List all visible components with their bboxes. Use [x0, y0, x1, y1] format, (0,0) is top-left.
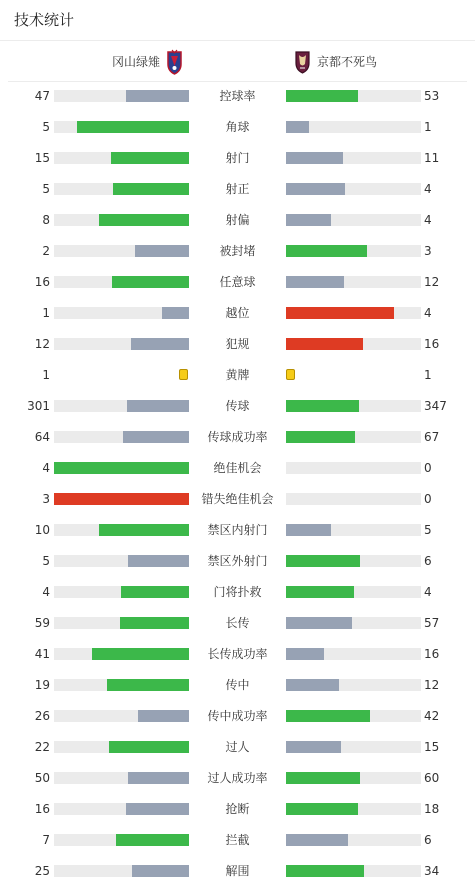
home-stat-value: 3 [42, 492, 50, 506]
away-stat-value: 347 [424, 399, 447, 413]
stat-label: 门将扑救 [213, 585, 262, 599]
yellow-card-icon [179, 369, 188, 380]
away-bar-track [286, 586, 421, 598]
away-bar-track [286, 679, 421, 691]
home-bar-fill [77, 121, 189, 133]
stat-label: 传球 [225, 399, 250, 413]
home-stat-value: 301 [27, 399, 50, 413]
away-bar-track [286, 834, 421, 846]
home-bar-fill [162, 307, 189, 319]
home-bar-track [54, 741, 189, 753]
home-bar-track [54, 307, 189, 319]
stat-row [0, 670, 475, 701]
away-bar-track [286, 524, 421, 536]
away-stat-value: 0 [424, 492, 432, 506]
away-bar-track [286, 493, 421, 505]
home-stat-value: 64 [34, 430, 50, 444]
away-stat-value: 12 [424, 275, 440, 289]
away-stat-value: 4 [424, 306, 432, 320]
home-bar-track [54, 493, 189, 505]
stat-row [0, 856, 475, 887]
home-bar-fill [120, 617, 189, 629]
away-stat-value: 0 [424, 461, 432, 475]
away-bar-track [286, 772, 421, 784]
home-bar-fill [126, 803, 189, 815]
stat-label: 任意球 [219, 275, 256, 289]
home-stat-value: 7 [42, 833, 50, 847]
away-bar-track [286, 431, 421, 443]
home-bar-track [54, 276, 189, 288]
away-stat-value: 6 [424, 554, 432, 568]
away-bar-track [286, 183, 421, 195]
away-bar-fill [286, 121, 309, 133]
away-stat-value: 42 [424, 709, 440, 723]
home-bar-fill [131, 338, 189, 350]
home-stat-value: 5 [42, 120, 50, 134]
away-stat-value: 67 [424, 430, 440, 444]
stat-row [0, 391, 475, 422]
stat-label: 射正 [225, 182, 250, 196]
home-stat-value: 12 [34, 337, 50, 351]
home-bar-fill [138, 710, 189, 722]
away-bar-fill [286, 338, 363, 350]
stat-row [0, 143, 475, 174]
home-stat-value: 16 [34, 275, 50, 289]
stat-label: 过人 [225, 740, 250, 754]
home-bar-track [54, 648, 189, 660]
away-bar-track [286, 865, 421, 877]
home-bar-track [54, 431, 189, 443]
away-stat-value: 16 [424, 337, 440, 351]
away-bar-track [286, 710, 421, 722]
home-bar-track [54, 462, 189, 474]
home-stat-value: 10 [34, 523, 50, 537]
home-stat-value: 1 [42, 368, 50, 382]
stat-row [0, 763, 475, 794]
home-stat-value: 5 [42, 554, 50, 568]
stat-label: 长传 [225, 616, 250, 630]
away-bar-fill [286, 307, 394, 319]
away-stat-value: 6 [424, 833, 432, 847]
home-bar-track [54, 710, 189, 722]
stat-row [0, 732, 475, 763]
stat-label: 拦截 [225, 833, 250, 847]
home-bar-track [54, 121, 189, 133]
home-stat-value: 1 [42, 306, 50, 320]
stat-row [0, 608, 475, 639]
stat-label: 抢断 [225, 802, 250, 816]
away-stat-value: 18 [424, 802, 440, 816]
away-bar-track [286, 338, 421, 350]
home-stat-value: 4 [42, 461, 50, 475]
stat-row [0, 825, 475, 856]
home-bar-track [54, 865, 189, 877]
home-stat-value: 5 [42, 182, 50, 196]
away-stat-value: 53 [424, 89, 440, 103]
away-bar-track [286, 214, 421, 226]
home-bar-fill [99, 214, 189, 226]
home-bar-track [54, 338, 189, 350]
home-bar-track [54, 555, 189, 567]
away-stat-value: 4 [424, 182, 432, 196]
away-team-name: 京都不死鸟 [317, 55, 378, 69]
stat-row [0, 515, 475, 546]
away-stat-value: 5 [424, 523, 432, 537]
title-divider [0, 40, 475, 41]
home-stat-value: 8 [42, 213, 50, 227]
stat-row [0, 701, 475, 732]
away-bar-track [286, 90, 421, 102]
stat-label: 射门 [225, 151, 250, 165]
stat-label: 过人成功率 [207, 771, 268, 785]
home-bar-fill [112, 276, 189, 288]
home-bar-fill [126, 90, 189, 102]
away-bar-fill [286, 679, 339, 691]
home-stat-value: 50 [34, 771, 50, 785]
away-bar-track [286, 307, 421, 319]
stat-label: 传球成功率 [207, 430, 268, 444]
stat-row [0, 484, 475, 515]
away-bar-fill [286, 555, 360, 567]
stat-row [0, 360, 475, 391]
stat-row [0, 453, 475, 484]
okayama-crest-icon [166, 49, 183, 75]
stat-label: 传中 [225, 678, 250, 692]
away-stat-value: 16 [424, 647, 440, 661]
stat-row [0, 298, 475, 329]
away-stat-value: 1 [424, 120, 432, 134]
yellow-card-icon [286, 369, 295, 380]
stat-row [0, 112, 475, 143]
home-bar-track [54, 214, 189, 226]
stat-label: 禁区外射门 [207, 554, 268, 568]
home-stat-value: 26 [34, 709, 50, 723]
home-bar-fill [107, 679, 189, 691]
stat-row [0, 81, 475, 112]
home-stat-value: 41 [34, 647, 50, 661]
away-bar-track [286, 152, 421, 164]
home-bar-fill [54, 493, 189, 505]
away-bar-fill [286, 431, 355, 443]
away-bar-fill [286, 245, 367, 257]
stat-row [0, 422, 475, 453]
stat-row [0, 329, 475, 360]
home-bar-track [54, 245, 189, 257]
home-bar-fill [128, 555, 189, 567]
away-bar-fill [286, 524, 331, 536]
away-stat-value: 12 [424, 678, 440, 692]
home-bar-fill [116, 834, 189, 846]
stat-label: 传中成功率 [207, 709, 268, 723]
away-bar-fill [286, 400, 359, 412]
stat-label: 被封堵 [219, 244, 256, 258]
away-bar-fill [286, 152, 343, 164]
away-bar-track [286, 617, 421, 629]
stat-row [0, 205, 475, 236]
away-stat-value: 4 [424, 213, 432, 227]
home-bar-track [54, 152, 189, 164]
away-bar-track [286, 462, 421, 474]
away-stat-value: 60 [424, 771, 440, 785]
home-team-header[interactable] [112, 48, 183, 76]
home-bar-track [54, 679, 189, 691]
stat-label: 长传成功率 [207, 647, 268, 661]
away-bar-fill [286, 183, 345, 195]
home-stat-value: 4 [42, 585, 50, 599]
home-bar-fill [92, 648, 189, 660]
home-stat-value: 19 [34, 678, 50, 692]
stat-label: 角球 [225, 120, 250, 134]
home-bar-fill [113, 183, 189, 195]
stat-row [0, 236, 475, 267]
home-bar-track [54, 617, 189, 629]
away-stat-value: 15 [424, 740, 440, 754]
away-bar-fill [286, 90, 358, 102]
home-stat-value: 2 [42, 244, 50, 258]
away-bar-fill [286, 741, 341, 753]
stat-label: 绝佳机会 [213, 461, 262, 475]
away-bar-track [286, 245, 421, 257]
stat-row [0, 546, 475, 577]
home-bar-track [54, 400, 189, 412]
home-bar-fill [99, 524, 189, 536]
home-bar-track [54, 834, 189, 846]
home-stat-value: 22 [34, 740, 50, 754]
home-bar-fill [127, 400, 189, 412]
away-stat-value: 4 [424, 585, 432, 599]
stat-label: 解围 [225, 864, 250, 878]
stat-row [0, 174, 475, 205]
stat-label: 控球率 [219, 89, 256, 103]
home-bar-track [54, 772, 189, 784]
home-bar-track [54, 803, 189, 815]
stat-label: 射偏 [225, 213, 250, 227]
kyoto-crest-icon [294, 49, 311, 75]
stat-label: 错失绝佳机会 [201, 492, 274, 506]
away-bar-track [286, 121, 421, 133]
home-bar-fill [109, 741, 189, 753]
away-stat-value: 57 [424, 616, 440, 630]
away-team-header[interactable] [294, 48, 377, 76]
home-bar-fill [54, 462, 189, 474]
home-bar-track [54, 183, 189, 195]
away-stat-value: 11 [424, 151, 440, 165]
home-bar-fill [135, 245, 189, 257]
away-bar-fill [286, 772, 360, 784]
stat-label: 越位 [225, 306, 250, 320]
away-bar-fill [286, 710, 370, 722]
away-bar-fill [286, 865, 364, 877]
stat-row [0, 577, 475, 608]
away-bar-fill [286, 648, 324, 660]
stat-label: 犯规 [225, 337, 250, 351]
away-stat-value: 34 [424, 864, 440, 878]
home-bar-fill [111, 152, 189, 164]
away-bar-fill [286, 214, 331, 226]
home-team-name: 冈山绿雉 [112, 55, 161, 69]
away-bar-fill [286, 803, 358, 815]
away-bar-track [286, 741, 421, 753]
home-bar-fill [128, 772, 189, 784]
home-stat-value: 47 [34, 89, 50, 103]
home-bar-fill [121, 586, 189, 598]
page-title: 技术统计 [14, 11, 75, 29]
away-bar-track [286, 555, 421, 567]
stat-label: 黄牌 [225, 368, 250, 382]
stat-row [0, 267, 475, 298]
home-stat-value: 15 [34, 151, 50, 165]
home-bar-fill [132, 865, 189, 877]
home-bar-track [54, 586, 189, 598]
stat-label: 禁区内射门 [207, 523, 268, 537]
away-stat-value: 1 [424, 368, 432, 382]
stat-row [0, 639, 475, 670]
home-stat-value: 59 [34, 616, 50, 630]
away-stat-value: 3 [424, 244, 432, 258]
stat-row [0, 794, 475, 825]
away-bar-fill [286, 617, 352, 629]
home-stat-value: 16 [34, 802, 50, 816]
away-bar-fill [286, 586, 354, 598]
away-bar-fill [286, 276, 344, 288]
away-bar-track [286, 276, 421, 288]
home-bar-fill [123, 431, 189, 443]
home-stat-value: 25 [34, 864, 50, 878]
away-bar-track [286, 803, 421, 815]
home-bar-track [54, 524, 189, 536]
away-bar-fill [286, 834, 348, 846]
away-bar-track [286, 400, 421, 412]
home-bar-track [54, 90, 189, 102]
away-bar-track [286, 648, 421, 660]
